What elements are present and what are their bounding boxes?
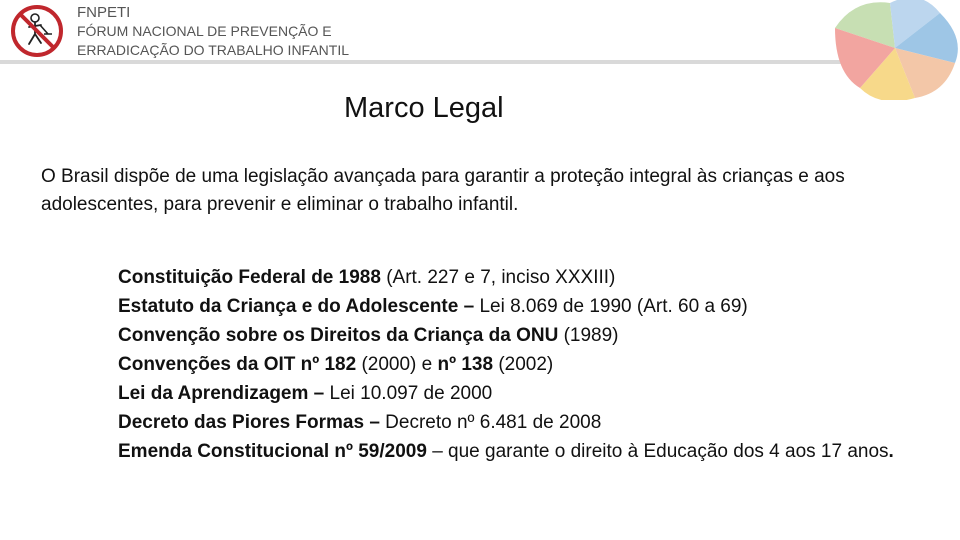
no-child-labor-icon	[10, 4, 64, 58]
page-title: Marco Legal	[344, 92, 504, 124]
list-item: Estatuto da Criança e do Adolescente – Lei 8.069 de 1990 (Art. 60 a 69)	[118, 296, 748, 317]
header-divider	[0, 60, 880, 64]
list-item: Convenções da OIT nº 182 (2000) e nº 138 (2002)	[118, 354, 554, 375]
org-name-line1: FÓRUM NACIONAL DE PREVENÇÃO E	[77, 23, 332, 39]
org-acronym: FNPETI	[77, 4, 131, 21]
list-item: Constituição Federal de 1988 (Art. 227 e 7, inciso XXXIII)	[118, 267, 616, 288]
legal-framework-list	[118, 263, 918, 466]
list-item: Emenda Constitucional nº 59/2009 – que garante o direito à Educação dos 4 aos 17 anos.	[118, 441, 894, 462]
organization-name	[77, 3, 349, 60]
list-item: Lei da Aprendizagem – Lei 10.097 de 2000	[118, 383, 493, 404]
org-name-line2: ERRADICAÇÃO DO TRABALHO INFANTIL	[77, 42, 350, 58]
pinwheel-icon	[775, 0, 960, 100]
intro-paragraph: O Brasil dispõe de uma legislação avançada para garantir a proteção integral às crianças e aos adolescentes, para prevenir e eliminar o trabalho infantil.	[41, 166, 845, 215]
list-item: Convenção sobre os Direitos da Criança da ONU (1989)	[118, 325, 619, 346]
list-item: Decreto das Piores Formas – Decreto nº 6.481 de 2008	[118, 412, 602, 433]
